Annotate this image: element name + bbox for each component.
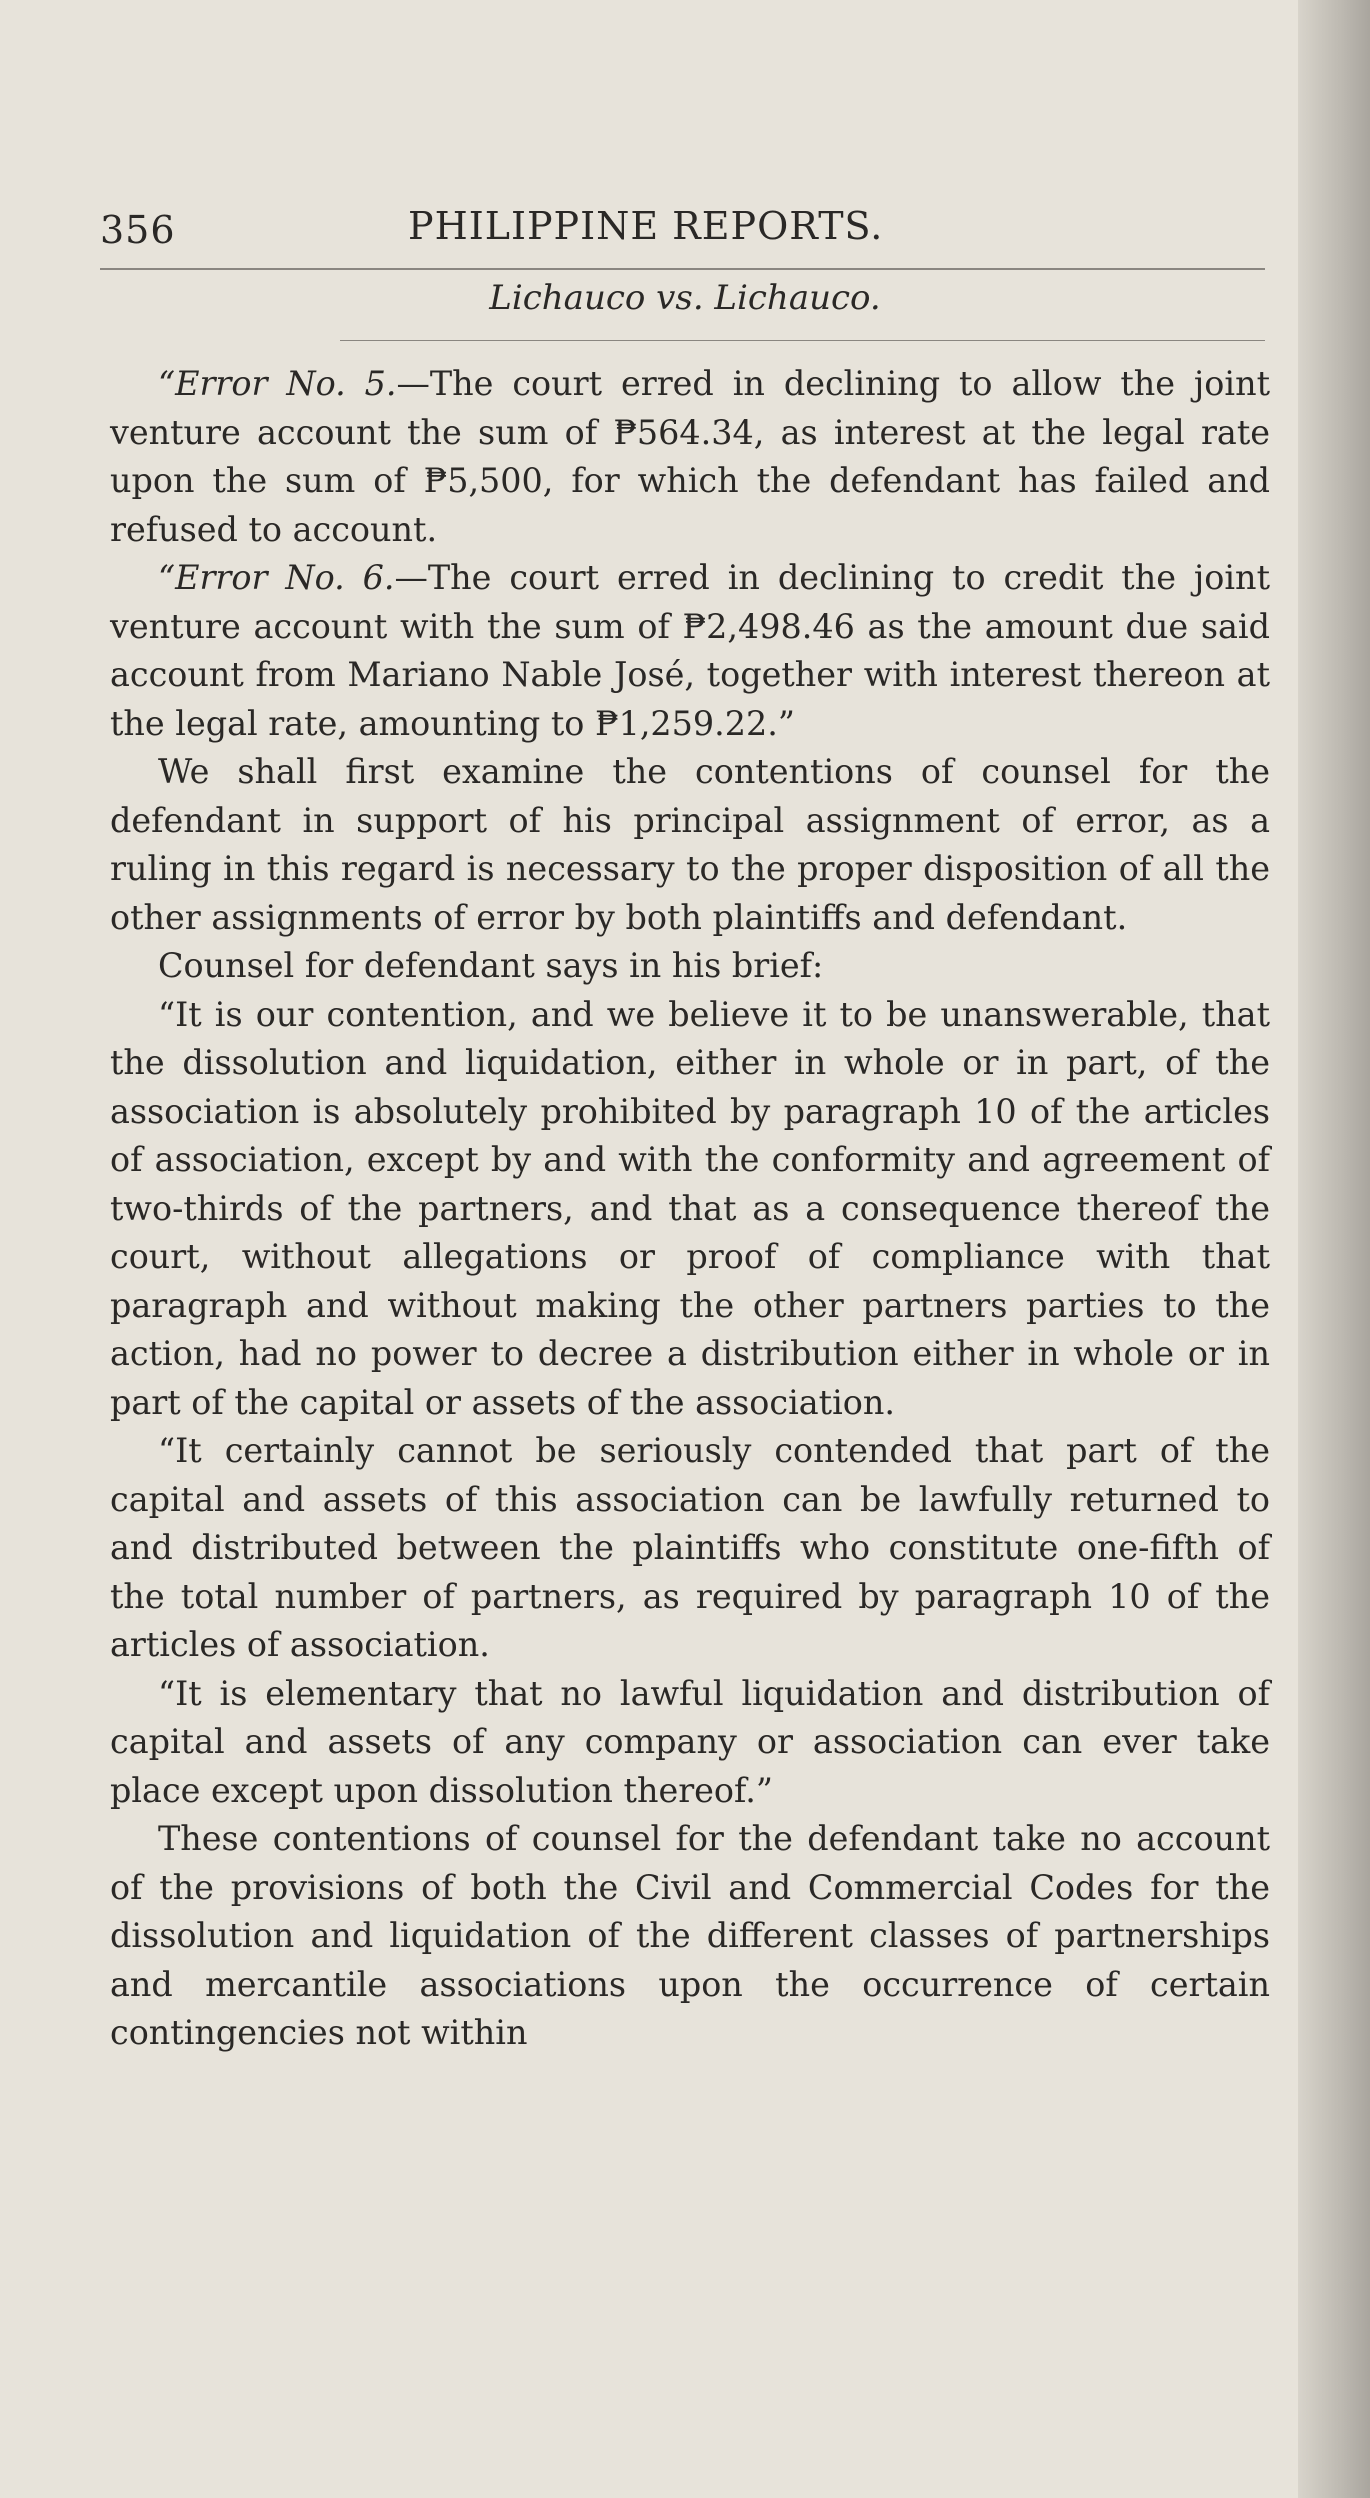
running-head: PHILIPPINE REPORTS. — [408, 204, 884, 248]
paragraph-text: —The court erred in declining to credit the joint venture account with the sum of ₱2,498.46 as the amount due said account from Mariano Nable José, together with interest thereon at the legal rate, amounting to ₱1,259.22.” — [110, 558, 1270, 743]
page-header — [100, 204, 1265, 268]
paragraph-error-5 — [110, 360, 1270, 554]
title-rule — [340, 340, 1265, 341]
paragraph: These contentions of counsel for the defendant take no account of the provisions of both the Civil and Commercial Codes for the dissolution and liquidation of the different classes of partnerships and mercantile associations upon the occurrence of certain contingencies not within — [110, 1819, 1270, 2052]
error-label: “Error No. 6. — [158, 558, 395, 597]
paragraph-text: —The court erred in declining to allow the joint venture account the sum of ₱564.34, as interest at the legal rate upon the sum of ₱5,500, for which the defendant has failed and refused to account. — [110, 364, 1270, 549]
paragraph: “It certainly cannot be seriously contended that part of the capital and assets of this association can be lawfully returned to and distributed between the plaintiffs who constitute one-fifth of the total number of partners, as required by paragraph 10 of the articles of association. — [110, 1431, 1270, 1664]
paragraph: “It is elementary that no lawful liquidation and distribution of capital and assets of any company or association can ever take place except upon dissolution thereof.” — [110, 1673, 1270, 1810]
paragraph: We shall first examine the contentions of counsel for the defendant in support of his principal assignment of error, as a ruling in this regard is necessary to the proper disposition of all the other assignments of error by both plaintiffs and defendant. — [110, 752, 1270, 937]
paragraph: “It is our contention, and we believe it to be unanswerable, that the dissolution and liquidation, either in whole or in part, of the association is absolutely prohibited by paragraph 10 of the articles of association, except by and with the conformity and agreement of two-thirds of the partners, and that as a consequence thereof the court, without allegations or proof of compliance with that paragraph and without making the other partners parties to the action, had no power to decree a distribution either in whole or in part of the capital or assets of the association. — [110, 994, 1270, 1422]
paragraph: Counsel for defendant says in his brief: — [158, 946, 824, 985]
page-edge-shadow — [1298, 0, 1370, 2498]
paragraph-error-6 — [110, 554, 1270, 748]
body-text — [110, 360, 1270, 2058]
error-label: “Error No. 5. — [158, 364, 397, 403]
case-title: Lichauco vs. Lichauco. — [489, 278, 881, 318]
header-rule — [100, 268, 1265, 270]
page-number: 356 — [100, 208, 176, 252]
